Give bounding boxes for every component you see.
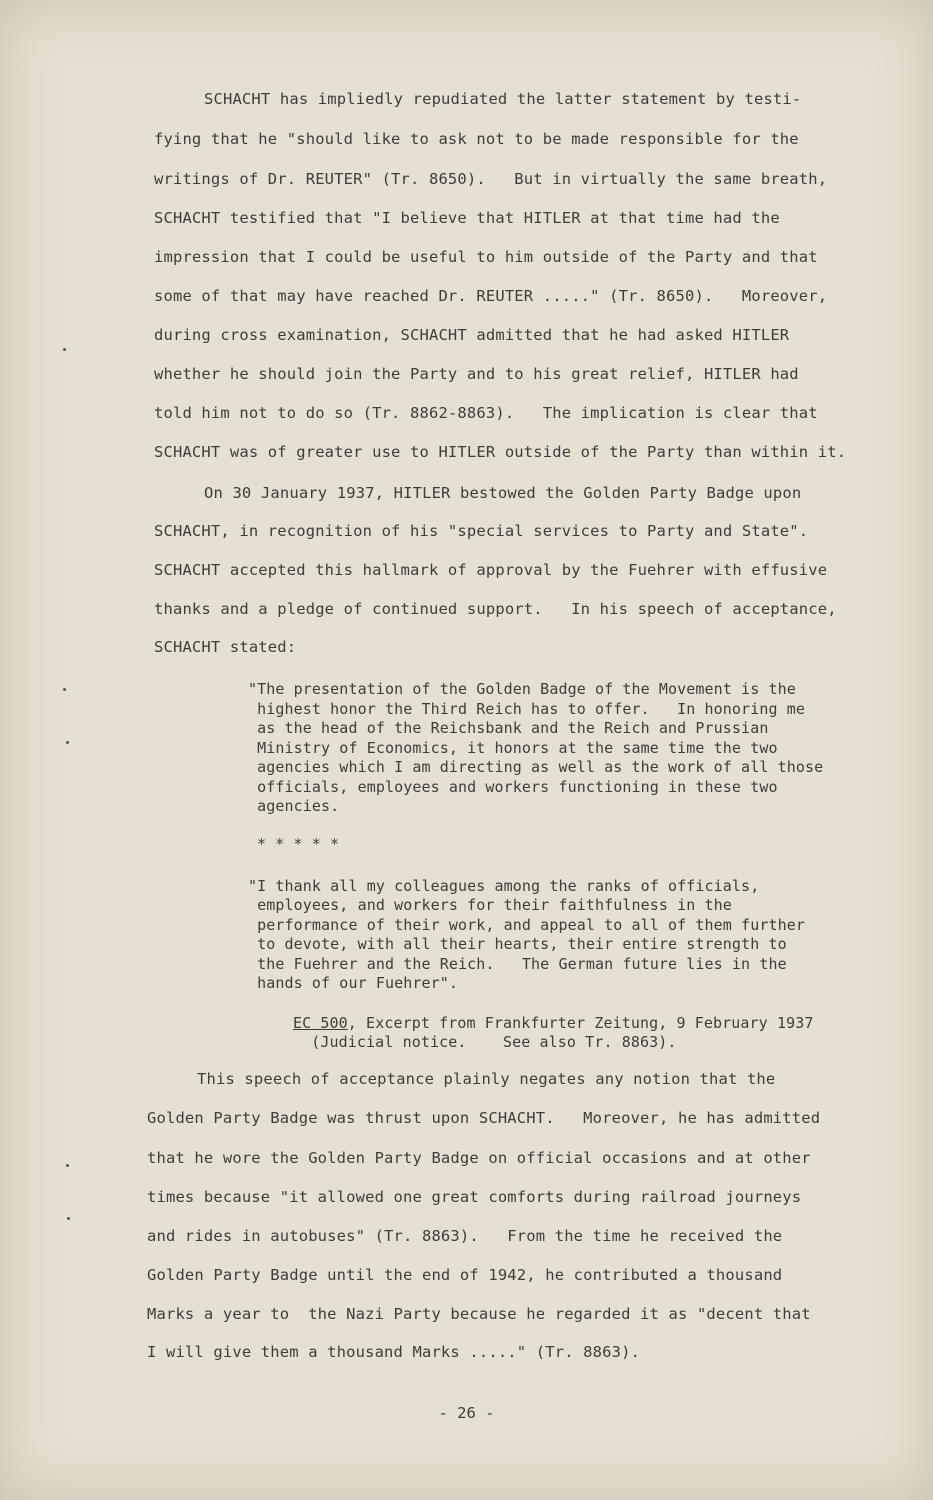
citation-ref: EC 500 <box>293 1014 348 1032</box>
paragraph2-line-5: SCHACHT stated: <box>154 638 297 656</box>
margin-speck <box>66 1164 69 1167</box>
quote1-line-7: agencies. <box>248 797 340 815</box>
quote2-line-6: hands of our Fuehrer". <box>248 974 459 992</box>
paragraph1-line-3: writings of Dr. REUTER" (Tr. 8650). But in virtually the same breath, <box>154 170 828 188</box>
paragraph1-line-8: whether he should join the Party and to his great relief, HITLER had <box>154 365 799 383</box>
paragraph3-line-5: and rides in autobuses" (Tr. 8863). From the time he received the <box>147 1227 783 1245</box>
quote2-line-5: the Fuehrer and the Reich. The German future lies in the <box>248 955 787 973</box>
quote1-line-3: as the head of the Reichsbank and the Reich and Prussian <box>248 719 769 737</box>
citation-line-1 <box>293 1014 813 1034</box>
paragraph1-line-9: told him not to do so (Tr. 8862-8863). The implication is clear that <box>154 404 818 422</box>
quote1-line-1: "The presentation of the Golden Badge of the Movement is the <box>248 680 796 698</box>
paragraph2-line-2: SCHACHT, in recognition of his "special services to Party and State". <box>154 522 809 540</box>
quote2-line-1: "I thank all my colleagues among the ranks of officials, <box>248 877 760 895</box>
quote1-line-2: highest honor the Third Reich has to offer. In honoring me <box>248 700 805 718</box>
paragraph1-line-5: impression that I could be useful to him outside of the Party and that <box>154 248 818 266</box>
margin-speck <box>66 741 69 744</box>
paragraph1-line-1: SCHACHT has impliedly repudiated the latter statement by testi- <box>204 90 802 108</box>
paragraph3-line-8: I will give them a thousand Marks ....." (Tr. 8863). <box>147 1343 641 1361</box>
asterisk-separator: * * * * * <box>257 835 340 853</box>
paragraph3-line-6: Golden Party Badge until the end of 1942, he contributed a thousand <box>147 1266 783 1284</box>
quote2-line-3: performance of their work, and appeal to all of them further <box>248 916 805 934</box>
page-number: - 26 - <box>438 1404 495 1422</box>
paragraph1-line-2: fying that he "should like to ask not to be made responsible for the <box>154 130 799 148</box>
paragraph1-line-10: SCHACHT was of greater use to HITLER outside of the Party than within it. <box>154 443 847 461</box>
paragraph1-line-7: during cross examination, SCHACHT admitted that he had asked HITLER <box>154 326 790 344</box>
citation-text: , Excerpt from Frankfurter Zeitung, 9 February 1937 <box>347 1014 814 1032</box>
citation-line-2: (Judicial notice. See also Tr. 8863). <box>293 1033 677 1051</box>
paragraph3-line-1: This speech of acceptance plainly negates any notion that the <box>197 1070 776 1088</box>
paragraph3-line-2: Golden Party Badge was thrust upon SCHACHT. Moreover, he has admitted <box>147 1109 821 1127</box>
paragraph2-line-1: On 30 January 1937, HITLER bestowed the Golden Party Badge upon <box>204 484 802 502</box>
paragraph3-line-3: that he wore the Golden Party Badge on official occasions and at other <box>147 1149 811 1167</box>
paragraph2-line-3: SCHACHT accepted this hallmark of approval by the Fuehrer with effusive <box>154 561 828 579</box>
quote1-line-4: Ministry of Economics, it honors at the same time the two <box>248 739 778 757</box>
margin-speck <box>67 1217 70 1220</box>
quote1-line-6: officials, employees and workers functioning in these two <box>248 778 778 796</box>
quote2-line-2: employees, and workers for their faithfulness in the <box>248 896 732 914</box>
paragraph1-line-4: SCHACHT testified that "I believe that HITLER at that time had the <box>154 209 780 227</box>
paragraph2-line-4: thanks and a pledge of continued support. In his speech of acceptance, <box>154 600 837 618</box>
margin-speck <box>63 688 66 691</box>
paragraph3-line-7: Marks a year to the Nazi Party because he regarded it as "decent that <box>147 1305 811 1323</box>
quote1-line-5: agencies which I am directing as well as the work of all those <box>248 758 824 776</box>
paragraph1-line-6: some of that may have reached Dr. REUTER ....." (Tr. 8650). Moreover, <box>154 287 828 305</box>
paragraph3-line-4: times because "it allowed one great comforts during railroad journeys <box>147 1188 802 1206</box>
margin-speck <box>63 348 66 351</box>
quote2-line-4: to devote, with all their hearts, their entire strength to <box>248 935 787 953</box>
